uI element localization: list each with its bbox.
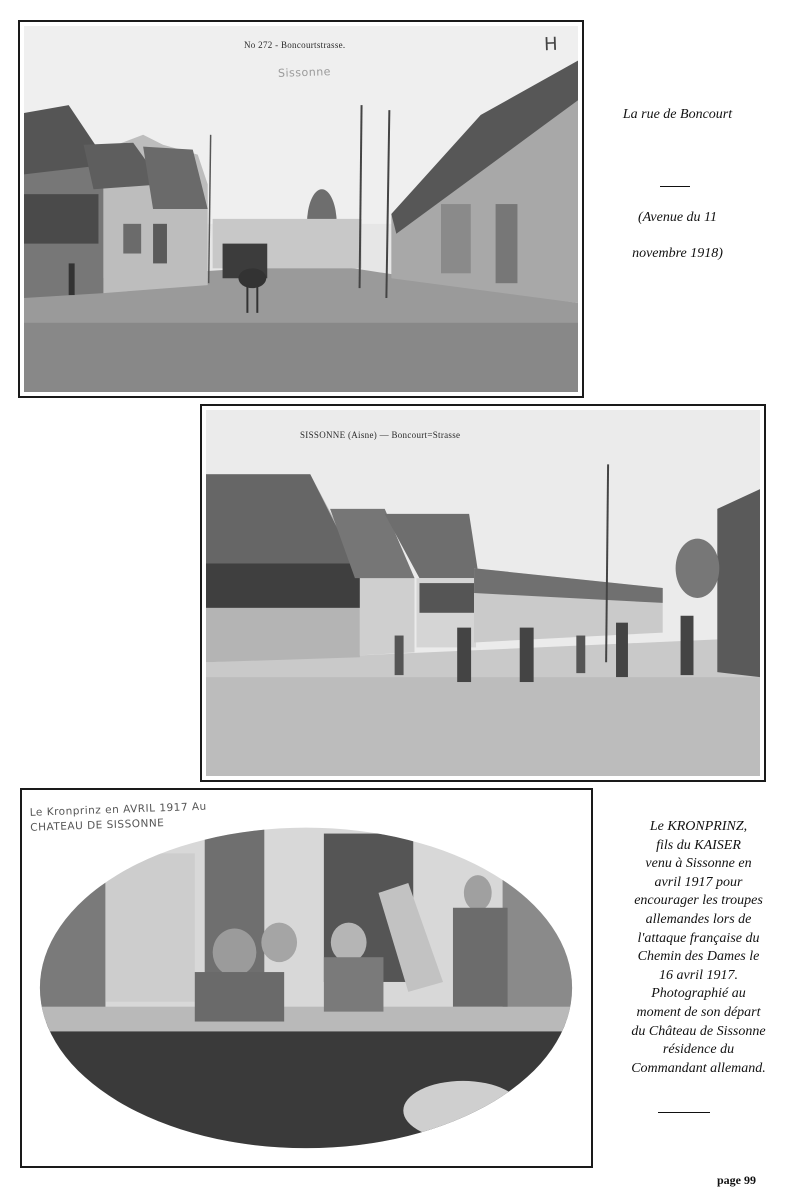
street-photo — [24, 26, 578, 392]
street-soldiers-photo — [206, 410, 760, 776]
kronprinz-caption-line: allemandes lors de — [645, 912, 752, 927]
handwritten-mark: H — [543, 33, 559, 56]
caption-title: La rue de Boncourt — [622, 107, 733, 122]
kronprinz-caption-line: moment de son départ — [636, 1005, 761, 1020]
kronprinz-caption-line: l'attaque française du — [637, 930, 760, 946]
kronprinz-caption-line: 16 avril 1917. — [659, 967, 738, 983]
photo-caption: No 272 - Boncourtstrasse. — [244, 40, 346, 50]
kronprinz-caption-line: avril 1917 pour — [654, 874, 743, 890]
kronprinz-caption-line: résidence du — [662, 1042, 735, 1058]
caption-subtitle-line-1: (Avenue du 11 — [637, 210, 718, 225]
kronprinz-caption-line: venu à Sissonne en — [645, 856, 752, 872]
kronprinz-caption-line: Photographié au — [651, 986, 746, 1002]
kronprinz-caption-line: encourager les troupes — [634, 893, 763, 909]
kronprinz-caption-line: du Château de Sissonne — [631, 1023, 766, 1039]
photo-sissonne-boncourt-strasse — [200, 404, 766, 782]
caption-divider — [658, 1112, 710, 1113]
caption-subtitle-line-2: novembre 1918) — [632, 246, 723, 261]
page-number: page 99 — [717, 1173, 756, 1187]
kronprinz-photo — [26, 794, 587, 1162]
caption-divider — [660, 186, 690, 187]
handwritten-note: Le Kronprinz en AVRIL 1917 Au CHATEAU DE SISSONNE — [29, 800, 207, 834]
photo-kronprinz — [20, 788, 593, 1168]
kronprinz-caption-line: fils du KAISER — [656, 837, 741, 853]
photo-caption: SISSONNE (Aisne) — Boncourt=Strasse — [300, 430, 461, 440]
kronprinz-caption-line: Commandant allemand. — [631, 1060, 766, 1076]
handwritten-note: Sissonne — [277, 65, 332, 80]
kronprinz-caption-line: Chemin des Dames le — [637, 949, 760, 965]
photo-boncourtstrasse-1 — [18, 20, 584, 398]
kronprinz-caption-line: Le KRONPRINZ, — [649, 819, 748, 834]
